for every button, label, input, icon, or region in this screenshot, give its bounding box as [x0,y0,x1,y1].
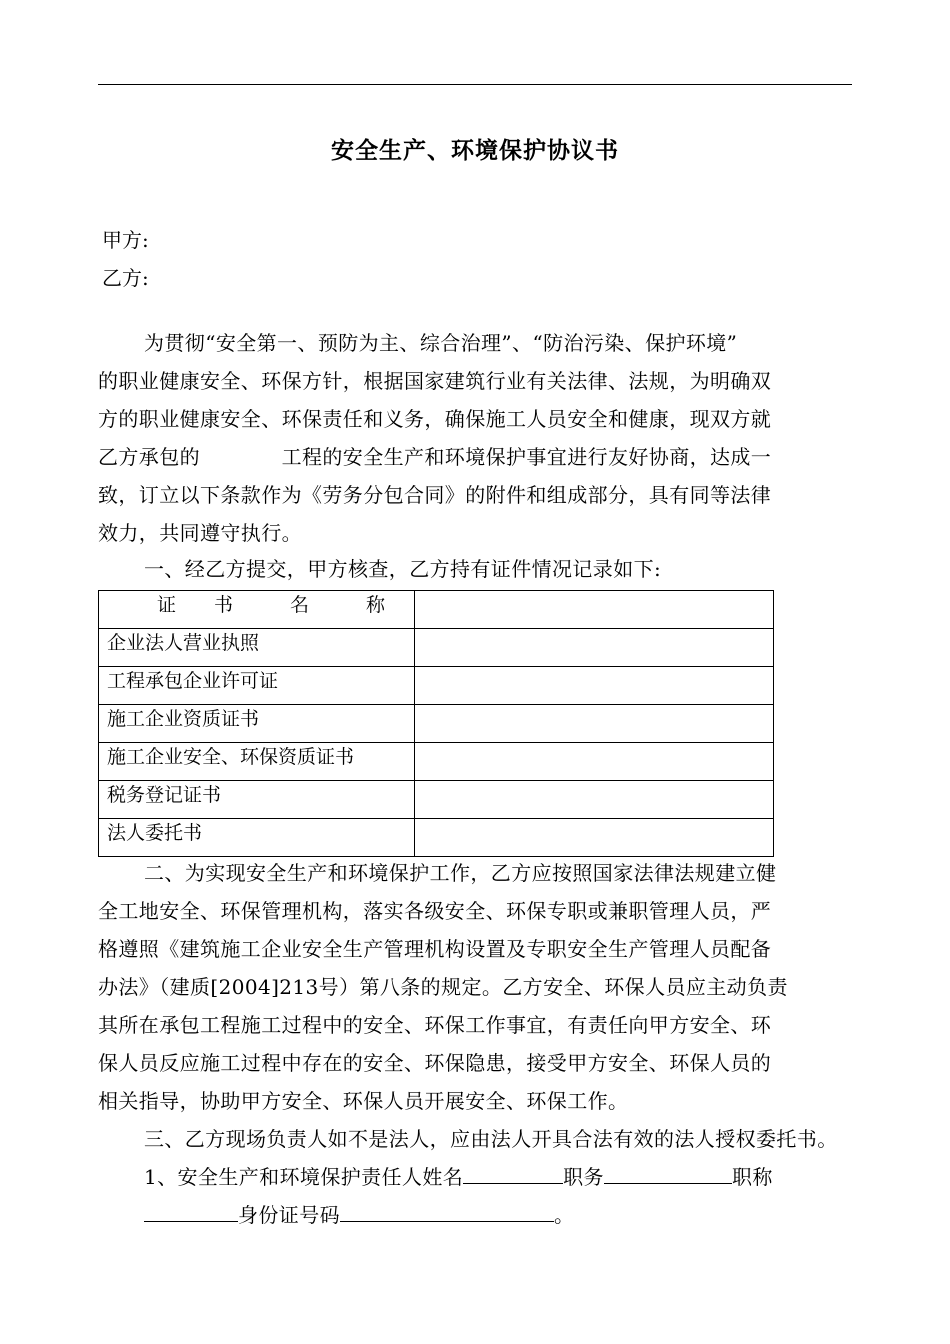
clause-2-line: 其所在承包工程施工过程中的安全、环保工作事宜，有责任向甲方安全、环 [98,1013,772,1037]
table-header-row [99,591,774,629]
id-number-blank[interactable] [340,1199,554,1222]
header-rule [98,84,852,85]
item-1-line-2 [98,1196,858,1234]
certificate-table [98,590,774,857]
clause-2-line: 格遵照《建筑施工企业安全生产管理机构设置及专职安全生产管理人员配备 [98,937,772,961]
table-cell-value [415,667,774,705]
intro-line: 为贯彻“安全第一、预防为主、综合治理”、“防治污染、保护环境” [144,331,738,355]
table-cell-name: 施工企业安全、环保资质证书 [99,743,415,781]
table-cell-name: 工程承包企业许可证 [99,667,415,705]
responsible-name-blank[interactable] [463,1161,563,1184]
table-cell-name: 企业法人营业执照 [99,629,415,667]
intro-line: 的职业健康安全、环保方针，根据国家建筑行业有关法律、法规，为明确双 [98,369,772,393]
position-blank[interactable] [604,1161,732,1184]
table-row [99,819,774,857]
clause-1-text: 一、经乙方提交，甲方核查，乙方持有证件情况记录如下: [144,557,662,581]
item-1 [98,1158,858,1234]
position-label: 职务 [563,1165,604,1189]
table-cell-value [415,629,774,667]
title-blank[interactable] [144,1199,238,1222]
table-cell-name: 税务登记证书 [99,781,415,819]
intro-line: 效力，共同遵守执行。 [98,521,302,545]
table-header-label: 证 书 名 称 [157,594,386,616]
table-cell-value [415,743,774,781]
table-row [99,629,774,667]
clause-2-line: 相关指导，协助甲方安全、环保人员开展安全、环保工作。 [98,1089,629,1113]
intro-line: 乙方承包的 工程的安全生产和环境保护事宜进行友好协商，达成一 [98,445,772,469]
table-cell-name: 法人委托书 [99,819,415,857]
clause-2 [98,854,858,1120]
clause-3-text: 三、乙方现场负责人如不是法人，应由法人开具合法有效的法人授权委托书。 [144,1127,838,1151]
document-title: 安全生产、环境保护协议书 [331,138,619,164]
table-header-cell [99,591,415,629]
party-b-label: 乙方: [102,266,149,290]
clause-3 [98,1120,858,1158]
id-number-label: 身份证号码 [238,1203,340,1227]
table-row [99,743,774,781]
intro-line: 致，订立以下条款作为《劳务分包合同》的附件和组成部分，具有同等法律 [98,483,772,507]
end-mark: 。 [554,1203,575,1227]
intro-line: 方的职业健康安全、环保责任和义务，确保施工人员安全和健康，现双方就 [98,407,772,431]
table-row [99,667,774,705]
party-a-label: 甲方: [102,228,149,252]
clause-2-line: 全工地安全、环保管理机构，落实各级安全、环保专职或兼职管理人员，严 [98,899,772,923]
title-label: 职称 [731,1165,773,1189]
clause-1 [98,550,858,588]
table-cell-value [415,819,774,857]
clause-2-line: 办法》（建质[2004]213号）第八条的规定。乙方安全、环保人员应主动负责 [98,975,788,999]
intro-paragraph [98,324,858,552]
table-cell-value [415,705,774,743]
responsible-name-label: 1、安全生产和环境保护责任人姓名 [144,1165,464,1189]
table-row [99,705,774,743]
table-cell-value [415,781,774,819]
table-cell-name: 施工企业资质证书 [99,705,415,743]
table-cell-value [415,591,774,629]
item-1-line-1 [98,1158,858,1196]
clause-2-line: 保人员反应施工过程中存在的安全、环保隐患，接受甲方安全、环保人员的 [98,1051,772,1075]
clause-2-line: 二、为实现安全生产和环境保护工作，乙方应按照国家法律法规建立健 [144,861,777,885]
table-row [99,781,774,819]
